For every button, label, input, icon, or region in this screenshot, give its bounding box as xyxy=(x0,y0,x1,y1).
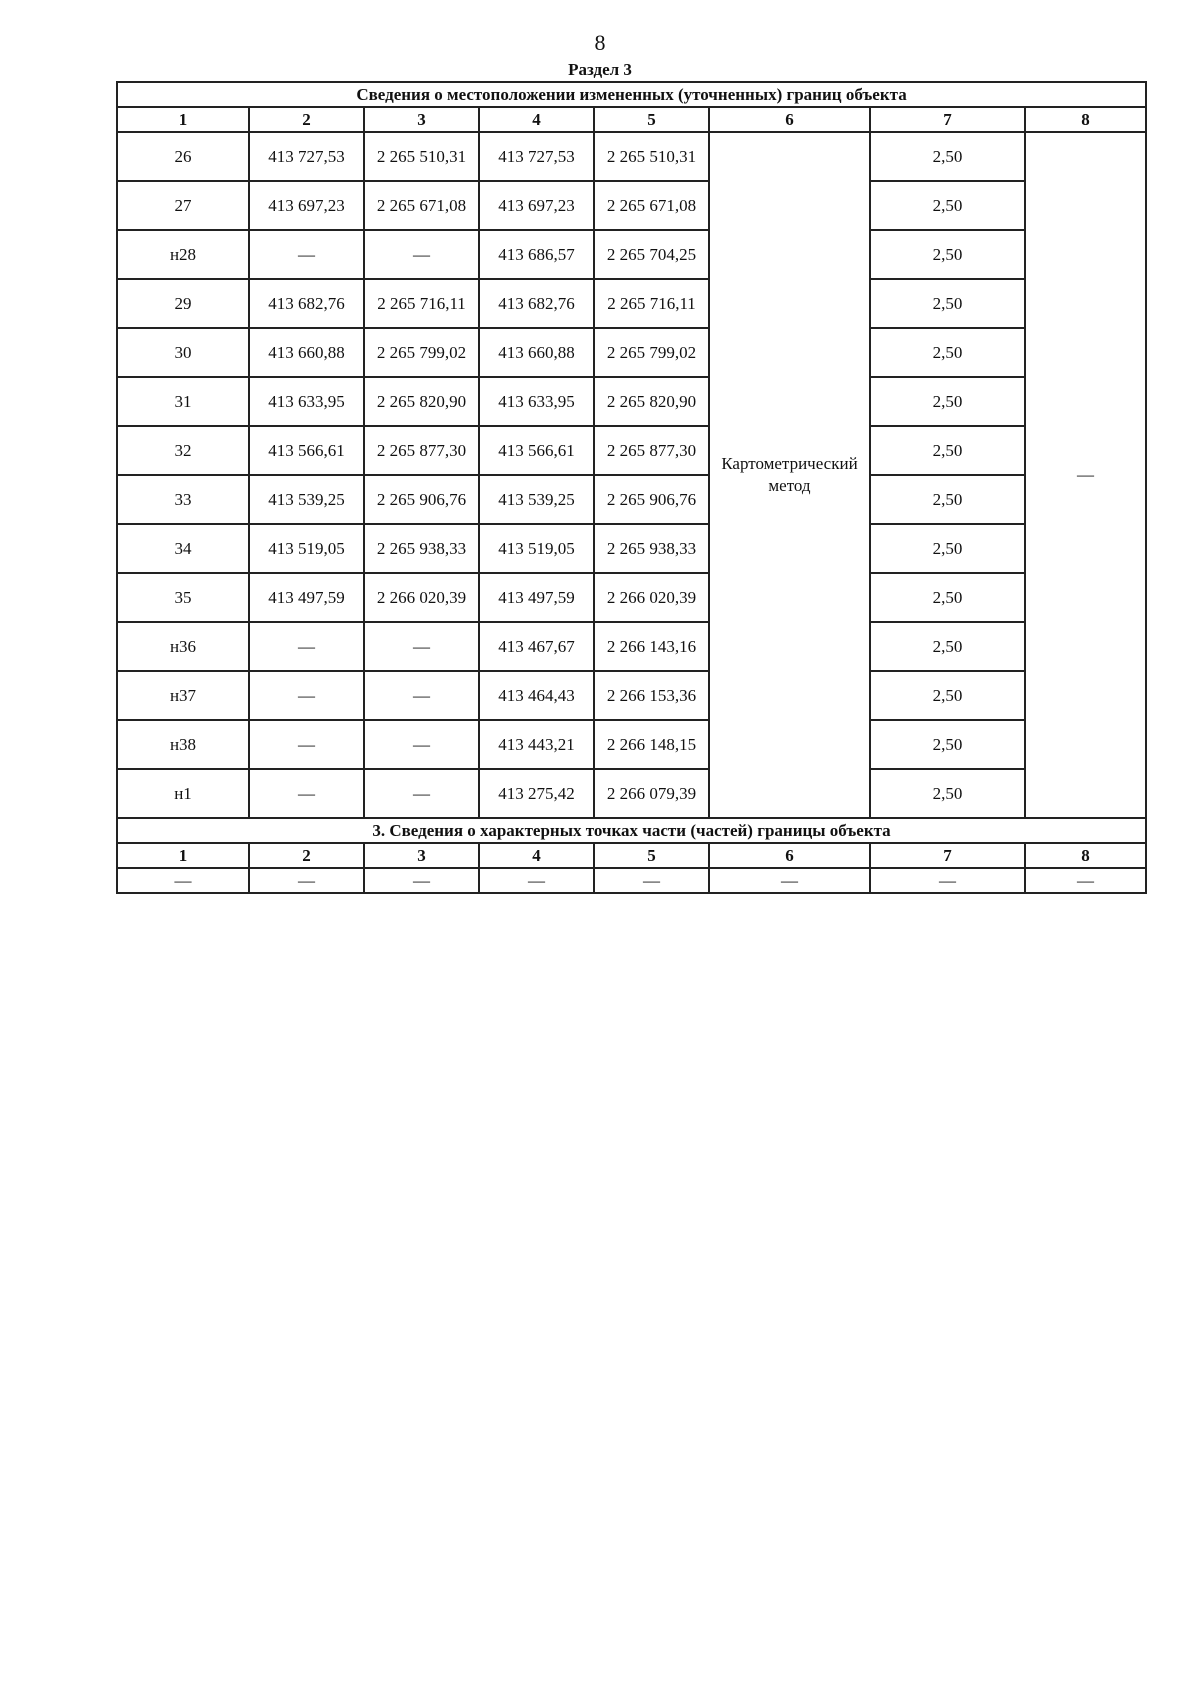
table-cell: 2,50 xyxy=(870,671,1025,720)
table-cell: 2 265 799,02 xyxy=(364,328,479,377)
table-cell: 2,50 xyxy=(870,426,1025,475)
column-header: 2 xyxy=(249,843,364,868)
table-cell: 2 265 716,11 xyxy=(364,279,479,328)
table-cell: 413 497,59 xyxy=(479,573,594,622)
table-cell: 2,50 xyxy=(870,377,1025,426)
column-header: 5 xyxy=(594,107,709,132)
table-cell: 413 660,88 xyxy=(479,328,594,377)
col8-cell: — xyxy=(1025,132,1146,818)
table-cell: 2 265 716,11 xyxy=(594,279,709,328)
table-cell: 2 265 799,02 xyxy=(594,328,709,377)
table-title: Сведения о местоположении измененных (уточненных) границ объекта xyxy=(117,82,1146,107)
table-row xyxy=(117,132,1146,181)
table-cell: 32 xyxy=(117,426,249,475)
table-cell: 2 265 906,76 xyxy=(594,475,709,524)
table-cell: 2,50 xyxy=(870,181,1025,230)
table-cell: — xyxy=(709,868,870,893)
table-cell: 2 266 020,39 xyxy=(364,573,479,622)
table-cell: 2,50 xyxy=(870,720,1025,769)
table-cell: 2 265 938,33 xyxy=(594,524,709,573)
page-number: 8 xyxy=(594,30,606,55)
parts-header-row xyxy=(117,843,1146,868)
table-cell: 2 266 148,15 xyxy=(594,720,709,769)
table-cell: 413 633,95 xyxy=(479,377,594,426)
column-header: 1 xyxy=(117,843,249,868)
table-row xyxy=(117,720,1146,769)
table-row xyxy=(117,671,1146,720)
table-cell: 2 265 906,76 xyxy=(364,475,479,524)
table-cell: 2,50 xyxy=(870,132,1025,181)
table-cell: 413 633,95 xyxy=(249,377,364,426)
column-header: 6 xyxy=(709,843,870,868)
table-cell: 413 660,88 xyxy=(249,328,364,377)
method-cell: Картометрический метод xyxy=(709,132,870,818)
table-cell: — xyxy=(364,769,479,818)
table-cell: 35 xyxy=(117,573,249,622)
table-row xyxy=(117,181,1146,230)
table-cell: 2 265 671,08 xyxy=(364,181,479,230)
table-cell: — xyxy=(479,868,594,893)
table-cell: 2 265 510,31 xyxy=(594,132,709,181)
table-cell: 2,50 xyxy=(870,475,1025,524)
table-cell: 413 727,53 xyxy=(249,132,364,181)
table-cell: — xyxy=(249,671,364,720)
table-cell: — xyxy=(594,868,709,893)
table-cell: 413 275,42 xyxy=(479,769,594,818)
table-cell: 34 xyxy=(117,524,249,573)
table-cell: 2 265 820,90 xyxy=(594,377,709,426)
column-header: 7 xyxy=(870,107,1025,132)
column-header: 8 xyxy=(1025,107,1146,132)
table-cell: — xyxy=(364,622,479,671)
table-cell: — xyxy=(364,868,479,893)
table-cell: 2 265 820,90 xyxy=(364,377,479,426)
table-row xyxy=(117,475,1146,524)
table-cell: 2,50 xyxy=(870,769,1025,818)
table-cell: 29 xyxy=(117,279,249,328)
table-cell: н37 xyxy=(117,671,249,720)
table-cell: — xyxy=(249,720,364,769)
section-label: Раздел 3 xyxy=(568,60,632,79)
table-cell: — xyxy=(117,868,249,893)
table-cell: 413 464,43 xyxy=(479,671,594,720)
table-cell: — xyxy=(249,622,364,671)
table-cell: 2 266 143,16 xyxy=(594,622,709,671)
table-row xyxy=(117,524,1146,573)
table-cell: 413 727,53 xyxy=(479,132,594,181)
table-cell: — xyxy=(1025,868,1146,893)
table-cell: 2 265 877,30 xyxy=(594,426,709,475)
column-header: 3 xyxy=(364,843,479,868)
table-cell: 2 266 020,39 xyxy=(594,573,709,622)
table-cell: 413 519,05 xyxy=(249,524,364,573)
table-row xyxy=(117,622,1146,671)
table-cell: — xyxy=(364,671,479,720)
table-cell: 413 682,76 xyxy=(249,279,364,328)
column-header: 3 xyxy=(364,107,479,132)
parts-table-title: 3. Сведения о характерных точках части (частей) границы объекта xyxy=(117,818,1146,843)
table-cell: — xyxy=(249,230,364,279)
table-cell: 2 265 938,33 xyxy=(364,524,479,573)
table-row xyxy=(117,377,1146,426)
table-cell: — xyxy=(870,868,1025,893)
column-header: 4 xyxy=(479,843,594,868)
table-cell: 2 265 671,08 xyxy=(594,181,709,230)
table-cell: — xyxy=(364,720,479,769)
table-row xyxy=(117,573,1146,622)
table-cell: 2,50 xyxy=(870,573,1025,622)
table-cell: 413 566,61 xyxy=(479,426,594,475)
table-header-row xyxy=(117,107,1146,132)
table-row xyxy=(117,426,1146,475)
table-cell: 2 266 153,36 xyxy=(594,671,709,720)
table-cell: 2,50 xyxy=(870,622,1025,671)
table-row xyxy=(117,769,1146,818)
table-cell: 413 443,21 xyxy=(479,720,594,769)
table-cell: 27 xyxy=(117,181,249,230)
table-cell: н1 xyxy=(117,769,249,818)
table-cell: — xyxy=(364,230,479,279)
table-cell: 413 682,76 xyxy=(479,279,594,328)
column-header: 8 xyxy=(1025,843,1146,868)
column-header: 1 xyxy=(117,107,249,132)
table-cell: — xyxy=(249,769,364,818)
table-cell: 33 xyxy=(117,475,249,524)
table-cell: 413 519,05 xyxy=(479,524,594,573)
table-cell: н28 xyxy=(117,230,249,279)
table-cell: 30 xyxy=(117,328,249,377)
table-cell: 2 265 704,25 xyxy=(594,230,709,279)
table-cell: 413 539,25 xyxy=(249,475,364,524)
table-cell: 413 697,23 xyxy=(249,181,364,230)
column-header: 7 xyxy=(870,843,1025,868)
table-cell: 413 539,25 xyxy=(479,475,594,524)
table-cell: 2,50 xyxy=(870,279,1025,328)
table-cell: 2 266 079,39 xyxy=(594,769,709,818)
boundary-table xyxy=(116,81,1147,894)
table-cell: 413 686,57 xyxy=(479,230,594,279)
table-cell: 413 566,61 xyxy=(249,426,364,475)
table-row xyxy=(117,279,1146,328)
column-header: 2 xyxy=(249,107,364,132)
table-row xyxy=(117,230,1146,279)
table-row xyxy=(117,328,1146,377)
table-cell: 413 497,59 xyxy=(249,573,364,622)
column-header: 4 xyxy=(479,107,594,132)
table-cell: 31 xyxy=(117,377,249,426)
table-cell: 2,50 xyxy=(870,328,1025,377)
table-cell: н36 xyxy=(117,622,249,671)
table-cell: — xyxy=(249,868,364,893)
table-cell: н38 xyxy=(117,720,249,769)
table-cell: 2 265 877,30 xyxy=(364,426,479,475)
table-cell: 413 697,23 xyxy=(479,181,594,230)
table-cell: 2 265 510,31 xyxy=(364,132,479,181)
table-cell: 26 xyxy=(117,132,249,181)
table-cell: 2,50 xyxy=(870,230,1025,279)
table-cell: 413 467,67 xyxy=(479,622,594,671)
column-header: 5 xyxy=(594,843,709,868)
parts-table-row xyxy=(117,868,1146,893)
table-cell: 2,50 xyxy=(870,524,1025,573)
column-header: 6 xyxy=(709,107,870,132)
